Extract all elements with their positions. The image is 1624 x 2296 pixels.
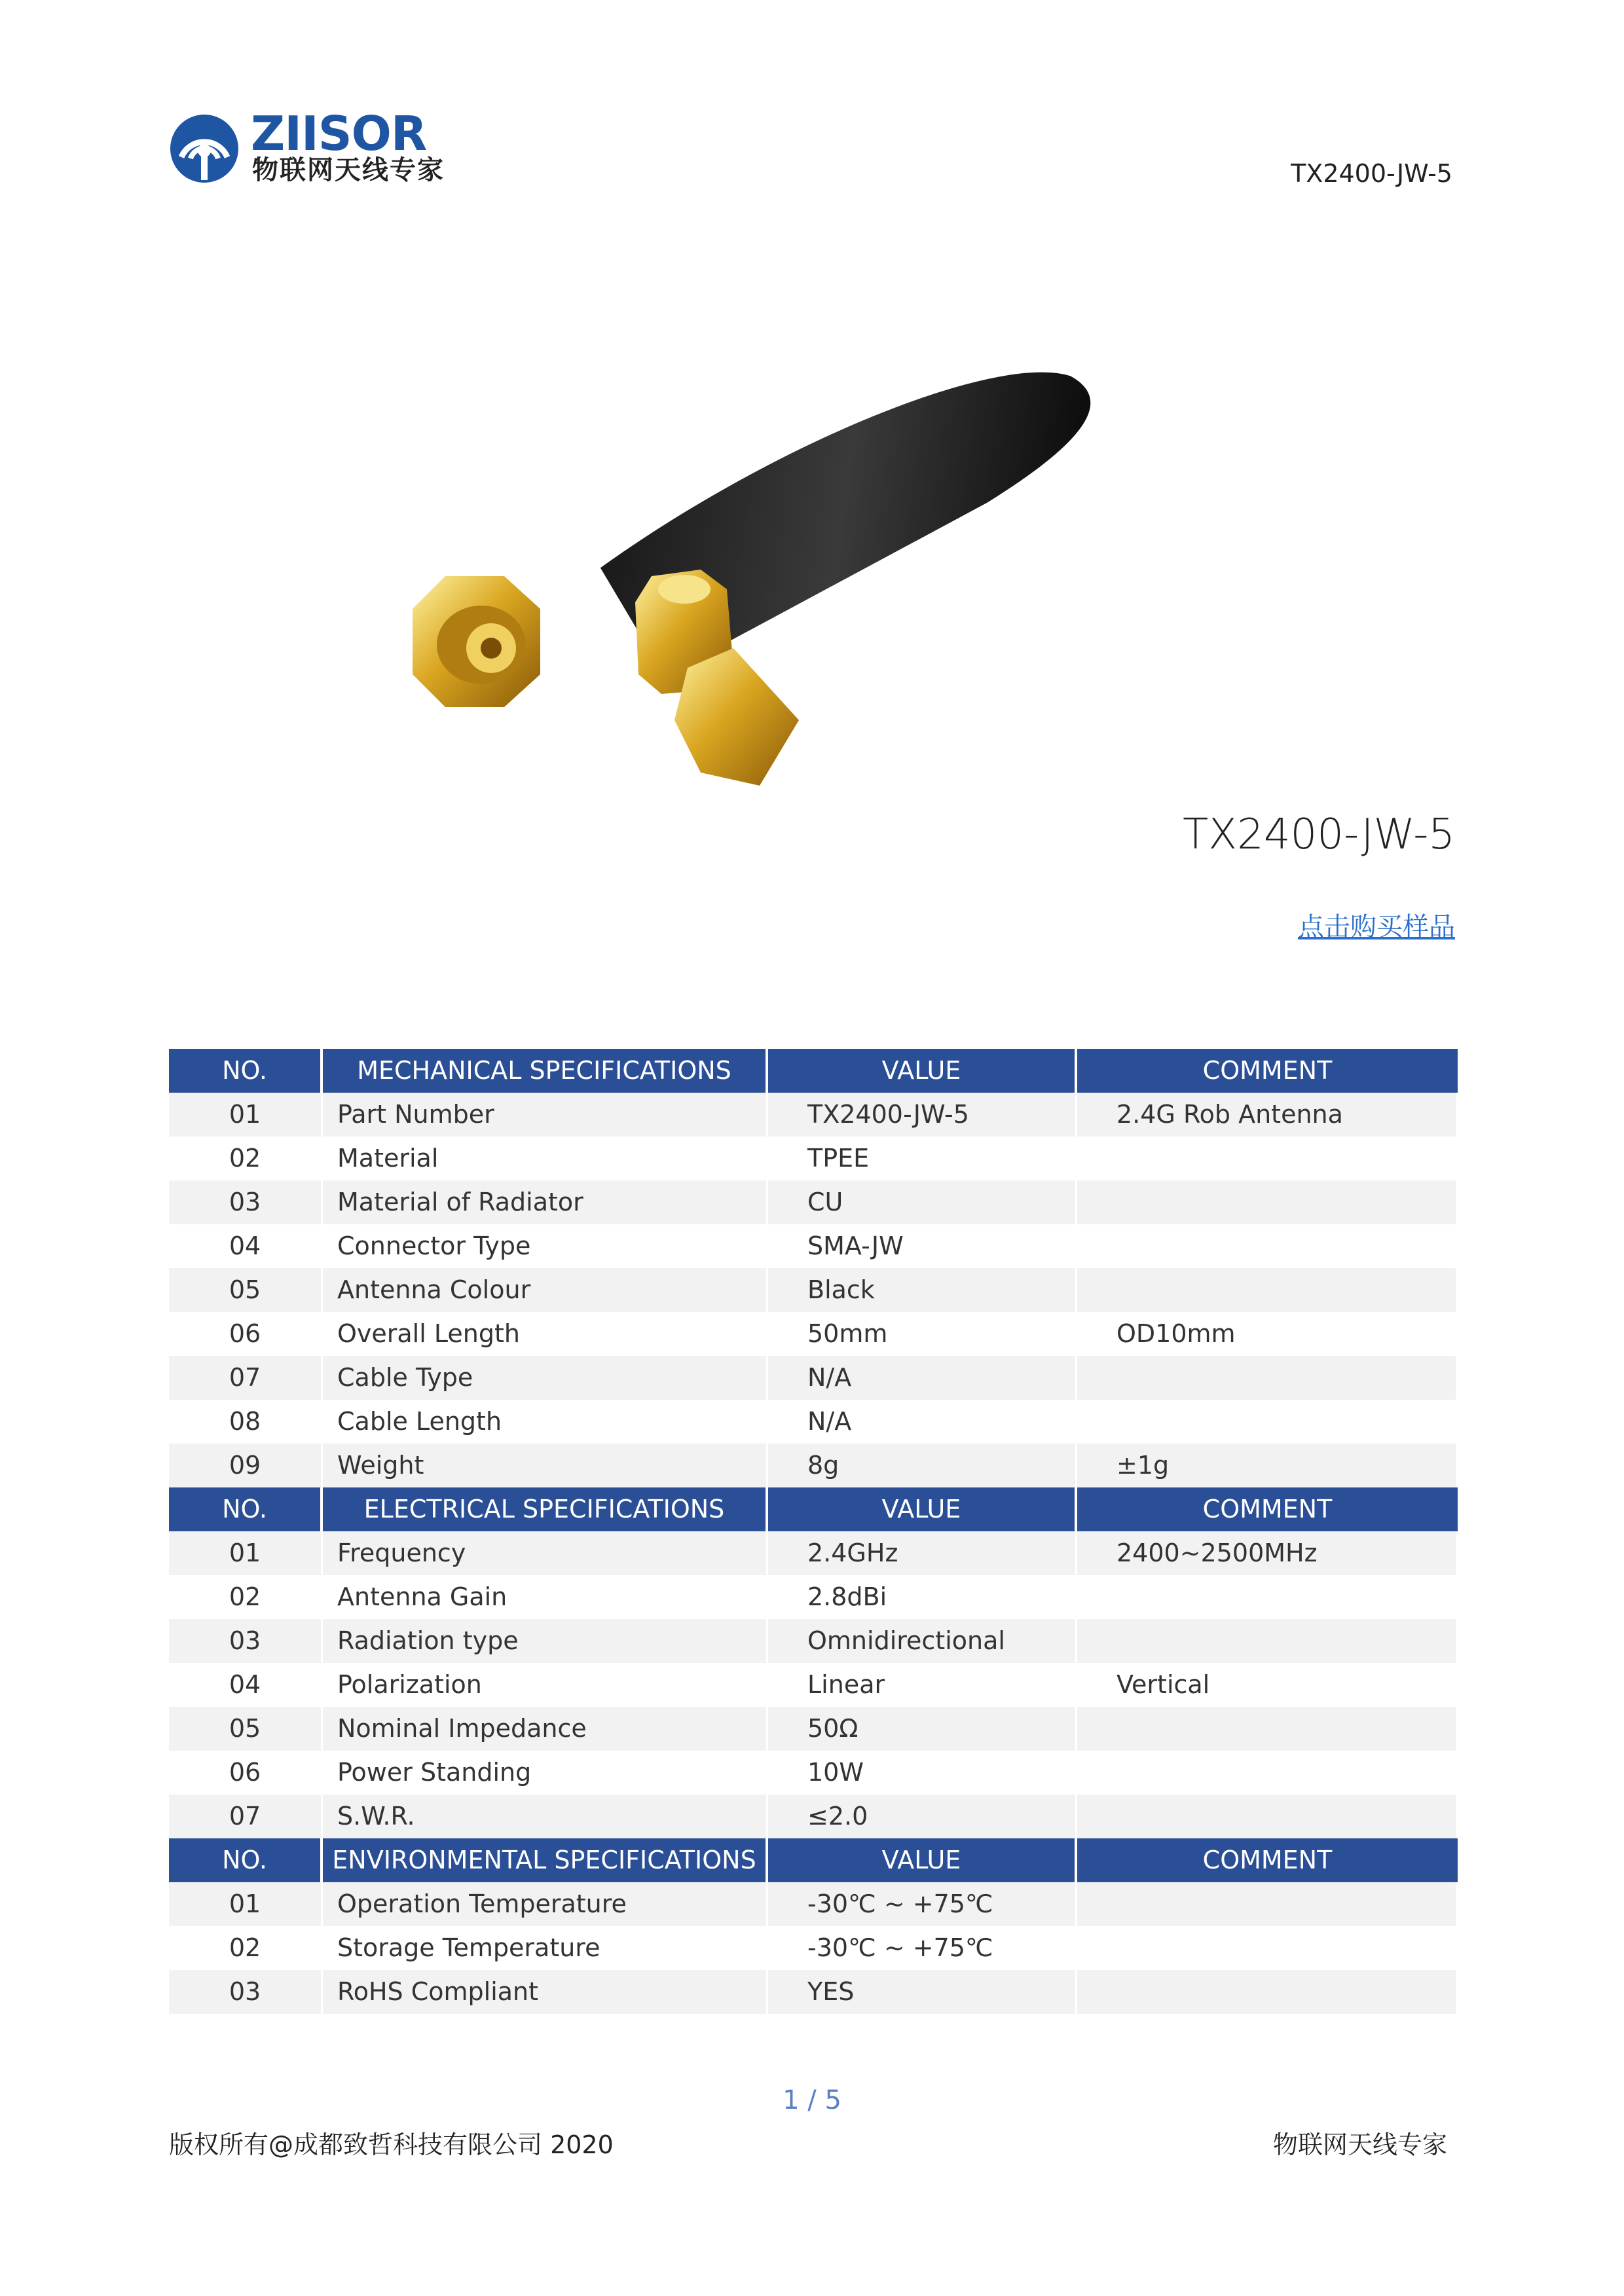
cell-comment — [1077, 1707, 1458, 1751]
cell-no: 06 — [169, 1312, 323, 1356]
cell-comment — [1077, 1137, 1458, 1180]
col-header-spec: ELECTRICAL SPECIFICATIONS — [323, 1487, 768, 1531]
table-row — [169, 1663, 1458, 1707]
cell-comment — [1077, 1926, 1458, 1970]
cell-comment — [1077, 1180, 1458, 1224]
col-header-value: VALUE — [768, 1049, 1077, 1093]
cell-no: 03 — [169, 1619, 323, 1663]
cell-no: 07 — [169, 1795, 323, 1838]
header-model: TX2400-JW-5 — [1291, 159, 1452, 188]
cell-no: 07 — [169, 1356, 323, 1400]
specifications-table — [169, 1049, 1458, 2014]
col-header-comment: COMMENT — [1077, 1487, 1458, 1531]
table-row — [169, 1619, 1458, 1663]
cell-value: -30℃ ~ +75℃ — [768, 1926, 1077, 1970]
cell-spec: Nominal Impedance — [323, 1707, 768, 1751]
table-row — [169, 1882, 1458, 1926]
cell-comment — [1077, 1619, 1458, 1663]
cell-value: ≤2.0 — [768, 1795, 1077, 1838]
cell-no: 04 — [169, 1224, 323, 1268]
cell-comment — [1077, 1575, 1458, 1619]
product-title: TX2400-JW-5 — [1183, 811, 1455, 859]
cell-value: 50mm — [768, 1312, 1077, 1356]
cell-spec: Radiation type — [323, 1619, 768, 1663]
table-row — [169, 1926, 1458, 1970]
col-header-value: VALUE — [768, 1838, 1077, 1882]
cell-value: N/A — [768, 1400, 1077, 1444]
signal-logo-icon — [167, 111, 242, 187]
cell-value: N/A — [768, 1356, 1077, 1400]
col-header-no: NO. — [169, 1838, 323, 1882]
mechanical-header-row — [169, 1049, 1458, 1093]
cell-comment — [1077, 1400, 1458, 1444]
cell-no: 08 — [169, 1400, 323, 1444]
cell-value: SMA-JW — [768, 1224, 1077, 1268]
cell-spec: Part Number — [323, 1093, 768, 1137]
brand-slogan: 物联网天线专家 — [252, 155, 445, 185]
cell-comment — [1077, 1882, 1458, 1926]
cell-value: 8g — [768, 1444, 1077, 1487]
cell-comment — [1077, 1970, 1458, 2014]
table-row — [169, 1707, 1458, 1751]
cell-spec: Overall Length — [323, 1312, 768, 1356]
cell-no: 03 — [169, 1180, 323, 1224]
footer-copyright: 版权所有@成都致哲科技有限公司 2020 — [169, 2130, 614, 2159]
product-image — [393, 327, 1297, 805]
cell-spec: Power Standing — [323, 1751, 768, 1795]
cell-spec: Connector Type — [323, 1224, 768, 1268]
col-header-no: NO. — [169, 1049, 323, 1093]
cell-no: 05 — [169, 1707, 323, 1751]
environmental-header-row — [169, 1838, 1458, 1882]
hex-nut — [413, 576, 540, 707]
cell-no: 09 — [169, 1444, 323, 1487]
table-row — [169, 1356, 1458, 1400]
table-row — [169, 1795, 1458, 1838]
cell-comment: 2400~2500MHz — [1077, 1531, 1458, 1575]
company-logo — [167, 106, 475, 190]
col-header-comment: COMMENT — [1077, 1049, 1458, 1093]
cell-spec: Storage Temperature — [323, 1926, 768, 1970]
cell-no: 01 — [169, 1531, 323, 1575]
col-header-no: NO. — [169, 1487, 323, 1531]
table-row — [169, 1400, 1458, 1444]
cell-spec: Cable Length — [323, 1400, 768, 1444]
cell-no: 01 — [169, 1093, 323, 1137]
cell-value: Linear — [768, 1663, 1077, 1707]
buy-sample-link[interactable]: 点击购买样品 — [1298, 912, 1455, 942]
cell-value: 2.8dBi — [768, 1575, 1077, 1619]
col-header-comment: COMMENT — [1077, 1838, 1458, 1882]
cell-comment — [1077, 1224, 1458, 1268]
cell-comment: Vertical — [1077, 1663, 1458, 1707]
electrical-header-row — [169, 1487, 1458, 1531]
cell-comment — [1077, 1356, 1458, 1400]
table-row — [169, 1531, 1458, 1575]
footer-slogan: 物联网天线专家 — [1272, 2130, 1447, 2159]
cell-no: 06 — [169, 1751, 323, 1795]
cell-no: 01 — [169, 1882, 323, 1926]
cell-spec: S.W.R. — [323, 1795, 768, 1838]
page-number: 1 / 5 — [783, 2085, 841, 2115]
table-row — [169, 1137, 1458, 1180]
table-row — [169, 1970, 1458, 2014]
cell-spec: Antenna Colour — [323, 1268, 768, 1312]
cell-no: 03 — [169, 1970, 323, 2014]
cell-spec: Cable Type — [323, 1356, 768, 1400]
cell-no: 02 — [169, 1137, 323, 1180]
cell-value: TX2400-JW-5 — [768, 1093, 1077, 1137]
cell-spec: Frequency — [323, 1531, 768, 1575]
brand-name: ZIISOR — [251, 106, 427, 161]
cell-no: 05 — [169, 1268, 323, 1312]
col-header-value: VALUE — [768, 1487, 1077, 1531]
environmental-rows — [169, 1882, 1458, 2014]
cell-spec: Antenna Gain — [323, 1575, 768, 1619]
cell-value: TPEE — [768, 1137, 1077, 1180]
table-row — [169, 1180, 1458, 1224]
cell-spec: Polarization — [323, 1663, 768, 1707]
col-header-spec: MECHANICAL SPECIFICATIONS — [323, 1049, 768, 1093]
cell-value: -30℃ ~ +75℃ — [768, 1882, 1077, 1926]
cell-value: 2.4GHz — [768, 1531, 1077, 1575]
cell-no: 02 — [169, 1926, 323, 1970]
cell-value: 50Ω — [768, 1707, 1077, 1751]
cell-no: 02 — [169, 1575, 323, 1619]
cell-spec: Weight — [323, 1444, 768, 1487]
table-row — [169, 1268, 1458, 1312]
table-row — [169, 1575, 1458, 1619]
cell-comment — [1077, 1268, 1458, 1312]
cell-comment: ±1g — [1077, 1444, 1458, 1487]
table-row — [169, 1093, 1458, 1137]
table-row — [169, 1312, 1458, 1356]
cell-value: Omnidirectional — [768, 1619, 1077, 1663]
cell-comment: 2.4G Rob Antenna — [1077, 1093, 1458, 1137]
cell-comment — [1077, 1751, 1458, 1795]
cell-no: 04 — [169, 1663, 323, 1707]
col-header-spec: ENVIRONMENTAL SPECIFICATIONS — [323, 1838, 768, 1882]
cell-spec: Material — [323, 1137, 768, 1180]
cell-spec: Operation Temperature — [323, 1882, 768, 1926]
cell-value: 10W — [768, 1751, 1077, 1795]
table-row — [169, 1224, 1458, 1268]
electrical-rows — [169, 1531, 1458, 1838]
cell-comment — [1077, 1795, 1458, 1838]
cell-value: YES — [768, 1970, 1077, 2014]
cell-spec: Material of Radiator — [323, 1180, 768, 1224]
cell-value: Black — [768, 1268, 1077, 1312]
cell-spec: RoHS Compliant — [323, 1970, 768, 2014]
table-row — [169, 1444, 1458, 1487]
cell-value: CU — [768, 1180, 1077, 1224]
cell-comment: OD10mm — [1077, 1312, 1458, 1356]
mechanical-rows — [169, 1093, 1458, 1487]
table-row — [169, 1751, 1458, 1795]
